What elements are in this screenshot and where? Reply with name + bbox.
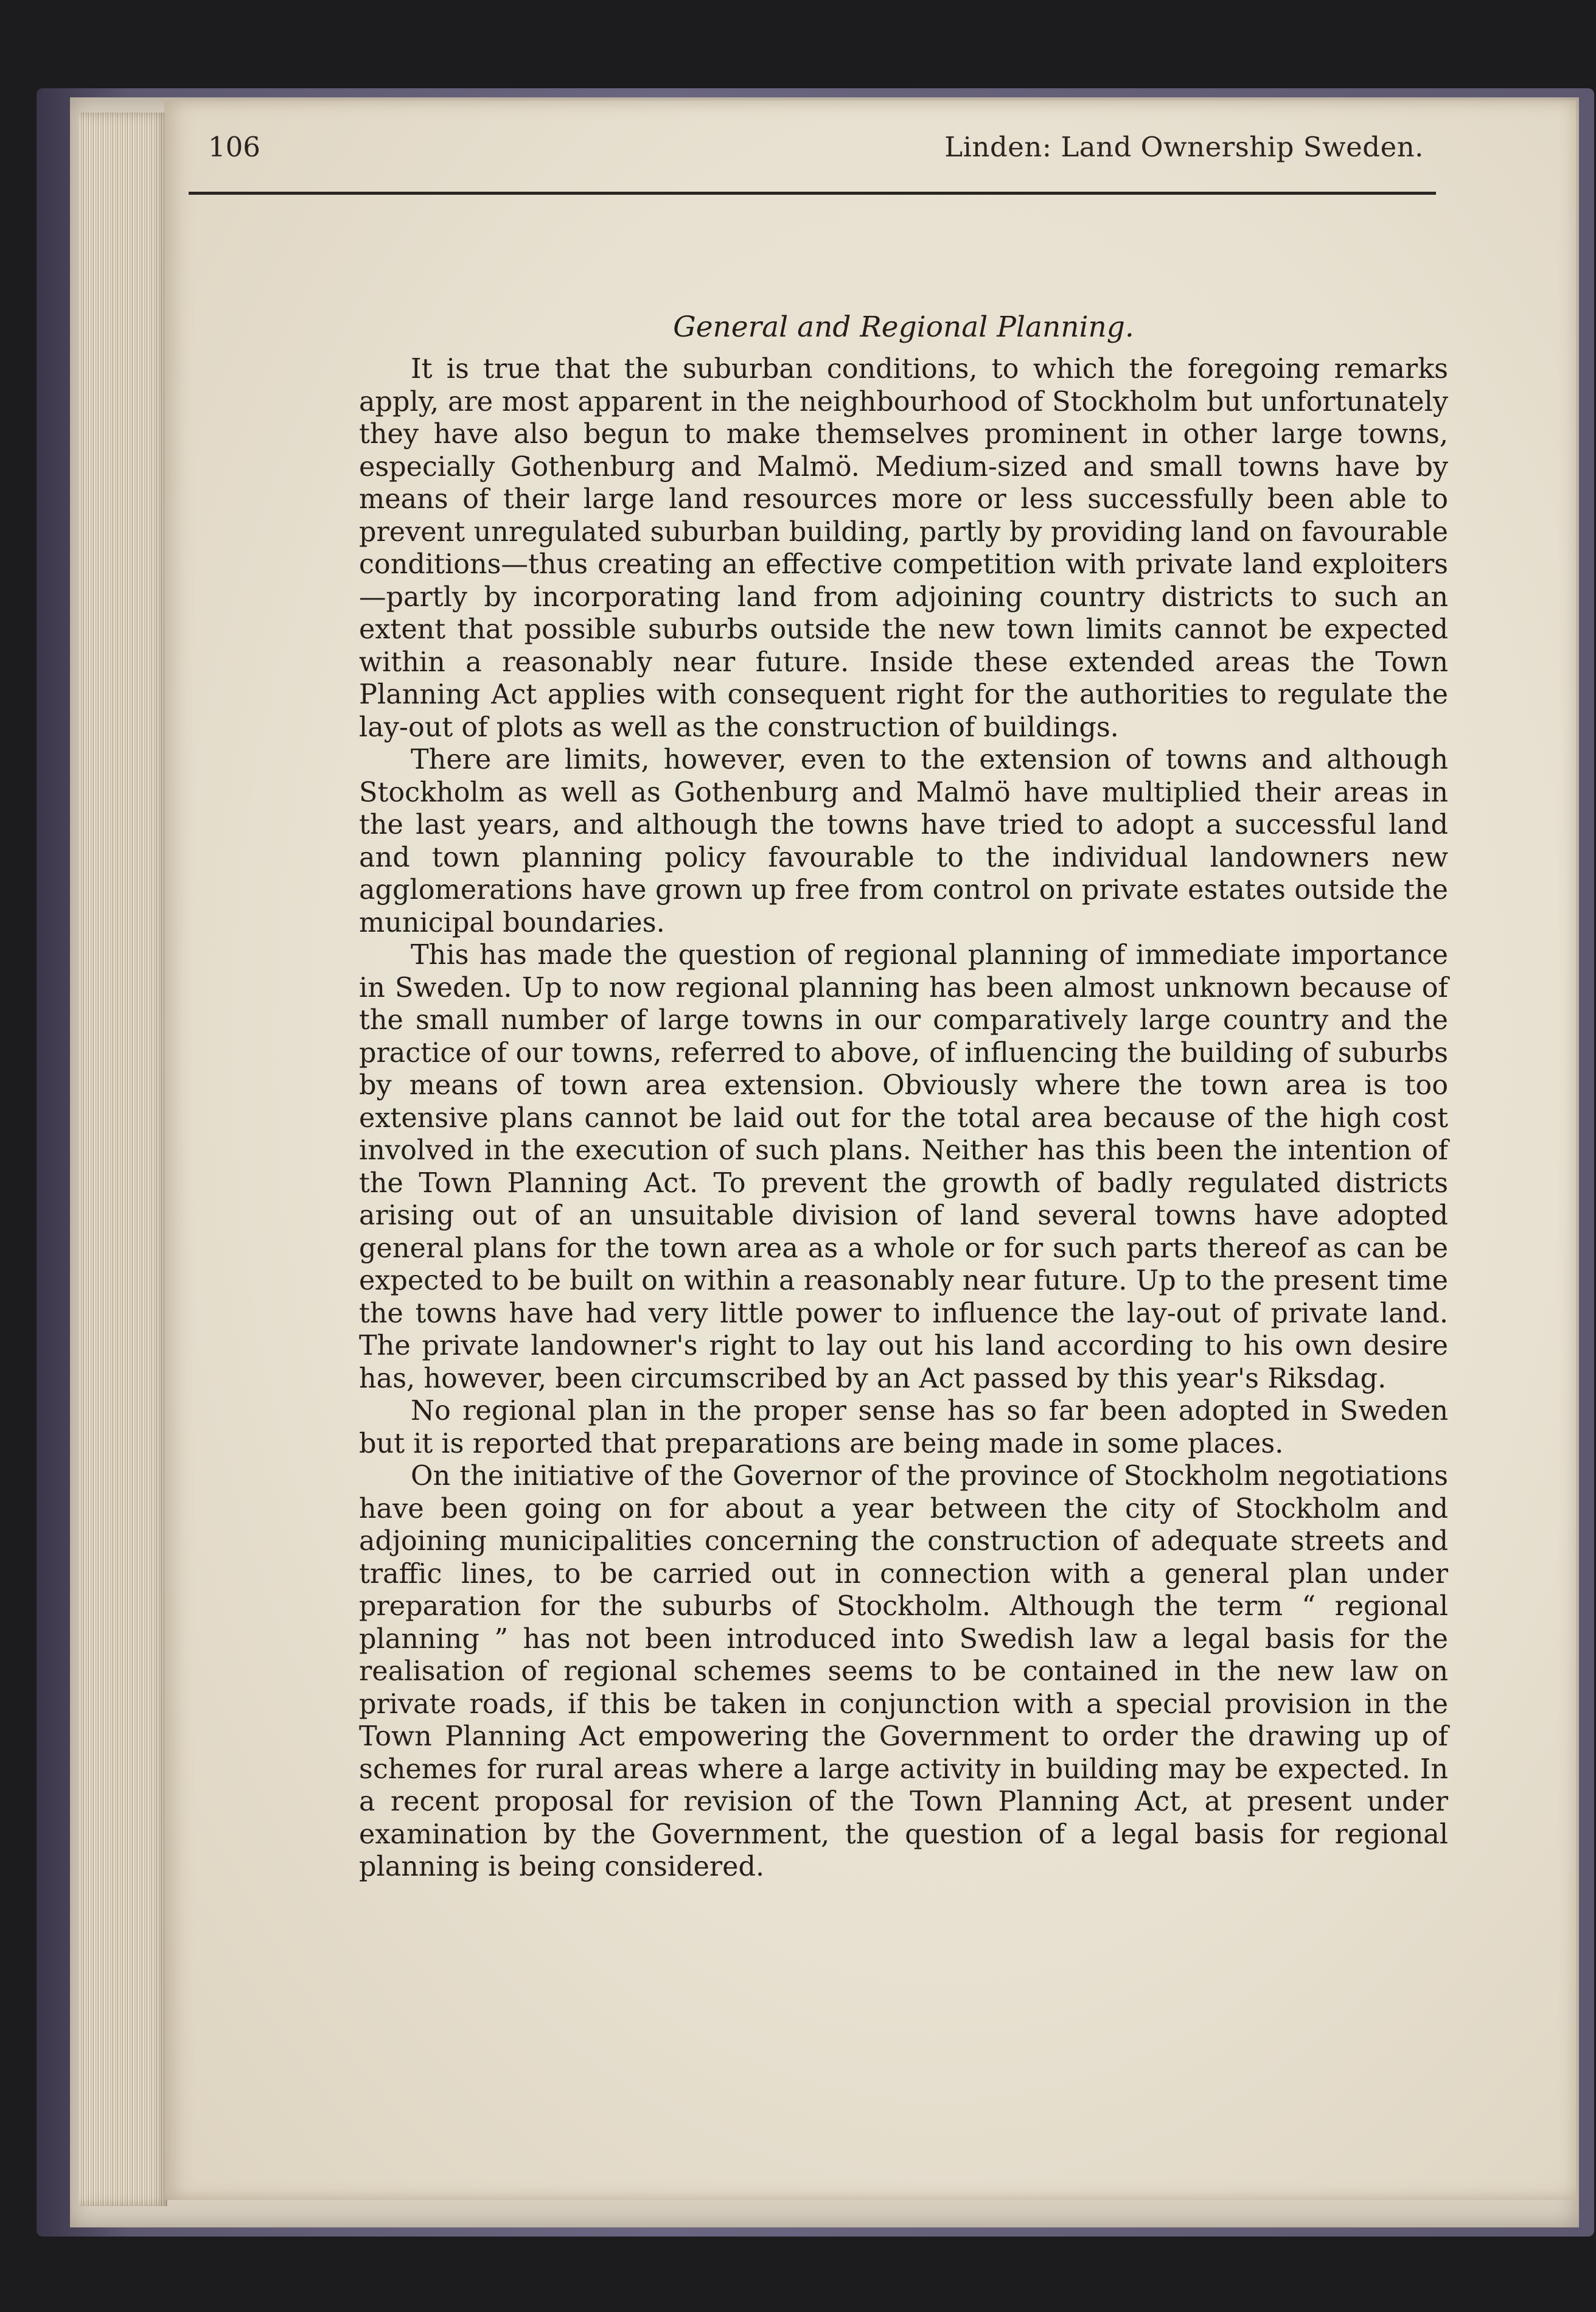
paragraph-4: No regional plan in the proper sense has so far been adopted in Sweden but it is reported that preparations are being made in some places. [359, 1395, 1448, 1459]
page-number: 106 [208, 131, 260, 163]
section-heading: General and Regional Planning. [673, 310, 1134, 344]
page-edges [79, 113, 167, 2206]
paragraph-3: This has made the question of regional planning of immediate importance in Sweden. Up to now regional planning has been almost unknown because of the small number of large towns in our comparatively large country and the practice of our towns, referred to above, of influencing the building of suburbs by means of town area extension. Obviously where the town area is too extensive plans cannot be laid out for the total area because of the high cost involved in the execution of such plans. Neither has this been the intention of the Town Planning Act. To prevent the growth of badly regulated districts arising out of an unsuitable division of land several towns have adopted general plans for the town area as a whole or for such parts thereof as can be expected to be built on within a reasonably near future. Up to the present time the towns have had very little power to influence the lay-out of private land. The private landowner's right to lay out his land according to his own desire has, however, been circumscribed by an Act passed by this year's Riksdag. [359, 940, 1448, 1394]
paragraph-2: There are limits, however, even to the extension of towns and although Stockholm as well as Gothenburg and Malmö have multiplied their areas in the last years, and although the towns have tried to adopt a successful land and town planning policy favourable to the individual landowners new agglomerations have grown up free from control on private estates outside the municipal boundaries. [359, 744, 1448, 938]
page-header [189, 125, 1436, 195]
page-body [359, 309, 1448, 1884]
paragraph-5: On the initiative of the Governor of the province of Stockholm negotiations have been going on for about a year between the city of Stockholm and adjoining municipalities concerning the construction of adequate streets and traffic lines, to be carried out in connection with a general plan under preparation for the suburbs of Stockholm. Although the term “ regional planning ” has not been introduced into Swedish law a legal basis for the realisation of regional schemes seems to be contained in the new law on private roads, if this be taken in conjunction with a special provision in the Town Planning Act empowering the Government to order the drawing up of schemes for rural areas where a large activity in building may be expected. In a recent proposal for revision of the Town Planning Act, at present under examination by the Government, the question of a legal basis for regional planning is being considered. [359, 1461, 1448, 1882]
paragraph-1: It is true that the suburban conditions, to which the foregoing remarks apply, are most apparent in the neighbourhood of Stockholm but unfortunately they have also begun to make themselves prominent in other large towns, especially Gothenburg and Malmö. Medium-sized and small towns have by means of their large land resources more or less successfully been able to prevent unregulated suburban building, partly by providing land on favourable conditions—thus creating an effective competition with private land exploiters—partly by incorporating land from adjoining country districts to such an extent that possible suburbs outside the new town limits cannot be expected within a reasonably near future. Inside these extended areas the Town Planning Act applies with consequent right for the authorities to regulate the lay-out of plots as well as the construction of buildings. [359, 354, 1448, 743]
running-head: Linden: Land Ownership Sweden. [944, 131, 1424, 163]
